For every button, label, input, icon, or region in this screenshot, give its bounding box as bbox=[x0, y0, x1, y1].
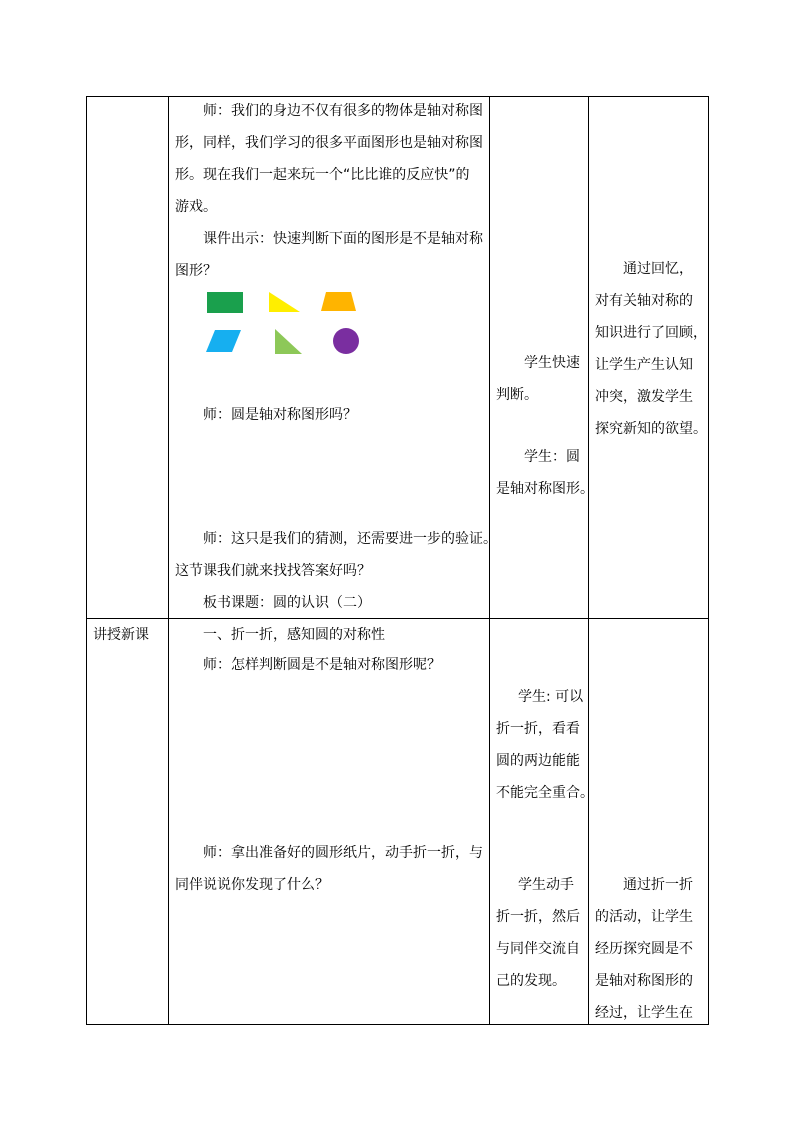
text-line: 游戏。 bbox=[175, 199, 217, 215]
purple-circle-shape bbox=[333, 328, 359, 354]
table-row bbox=[87, 97, 709, 619]
teacher-activity-cell bbox=[169, 97, 497, 619]
text-line: 师：我们的身边不仅有很多的物体是轴对称图 bbox=[203, 103, 483, 119]
shapes-figure bbox=[199, 289, 369, 361]
text-line: 判断。 bbox=[496, 387, 538, 403]
text-line: 与同伴交流自 bbox=[496, 941, 580, 957]
stage-cell bbox=[87, 97, 169, 619]
text-line: 师：这只是我们的猜测，还需要进一步的验证。 bbox=[203, 531, 497, 547]
text-line: 是轴对称图形的 bbox=[595, 973, 693, 989]
text-line: 冲突，激发学生 bbox=[595, 389, 693, 405]
lesson-plan-table bbox=[86, 96, 709, 1025]
design-intent-cell bbox=[589, 97, 709, 619]
text-line: 板书课题：圆的认识（二） bbox=[203, 595, 371, 611]
text-line: 师：怎样判断圆是不是轴对称图形呢？ bbox=[203, 657, 441, 673]
text-line: 探究新知的欲望。 bbox=[595, 421, 707, 437]
stage-cell bbox=[87, 619, 169, 1025]
text-line: 经过，让学生在 bbox=[595, 1005, 693, 1021]
text-line: 学生快速 bbox=[524, 355, 580, 371]
text-line: 是轴对称图形。 bbox=[496, 481, 594, 497]
text-line: 学生：圆 bbox=[524, 449, 580, 465]
design-intent-cell bbox=[589, 619, 709, 1025]
text-line: 学生动手 bbox=[518, 877, 574, 893]
yellow-triangle-shape bbox=[269, 292, 300, 312]
stage-label: 讲授新课 bbox=[93, 627, 149, 643]
text-line: 同伴说说你发现了什么？ bbox=[175, 877, 329, 893]
student-activity-cell bbox=[490, 97, 594, 619]
text-line: 图形？ bbox=[175, 263, 217, 279]
text-line: 一、折一折，感知圆的对称性 bbox=[203, 627, 385, 643]
light-green-right-triangle-shape bbox=[275, 329, 302, 354]
orange-trapezoid-shape bbox=[321, 292, 356, 311]
text-line: 这节课我们就来找找答案好吗？ bbox=[175, 563, 371, 579]
text-line: 不能完全重合。 bbox=[496, 785, 594, 801]
text-line: 对有关轴对称的 bbox=[595, 293, 693, 309]
text-line: 通过回忆， bbox=[623, 261, 693, 277]
student-activity-cell bbox=[490, 619, 594, 1025]
blue-parallelogram-shape bbox=[206, 330, 241, 352]
green-rectangle-shape bbox=[207, 292, 243, 313]
teacher-activity-cell bbox=[169, 619, 490, 1025]
text-line: 圆的两边能能 bbox=[496, 753, 580, 769]
text-line: 让学生产生认知 bbox=[595, 357, 693, 373]
text-line: 知识进行了回顾， bbox=[595, 325, 707, 341]
table-row bbox=[87, 619, 709, 1025]
text-line: 折一折，看看 bbox=[496, 721, 580, 737]
text-line: 师：圆是轴对称图形吗？ bbox=[203, 407, 357, 423]
text-line: 经历探究圆是不 bbox=[595, 941, 693, 957]
text-line: 学生: 可以 bbox=[518, 689, 584, 705]
text-line: 的活动，让学生 bbox=[595, 909, 693, 925]
text-line: 形，同样，我们学习的很多平面图形也是轴对称图 bbox=[175, 135, 483, 151]
text-line: 折一折，然后 bbox=[496, 909, 580, 925]
text-line: 形。现在我们一起来玩一个“比比谁的反应快”的 bbox=[175, 167, 470, 183]
text-line: 师：拿出准备好的圆形纸片，动手折一折，与 bbox=[203, 845, 483, 861]
text-line: 课件出示：快速判断下面的图形是不是轴对称 bbox=[203, 231, 483, 247]
text-line: 通过折一折 bbox=[623, 877, 693, 893]
text-line: 己的发现。 bbox=[496, 973, 566, 989]
